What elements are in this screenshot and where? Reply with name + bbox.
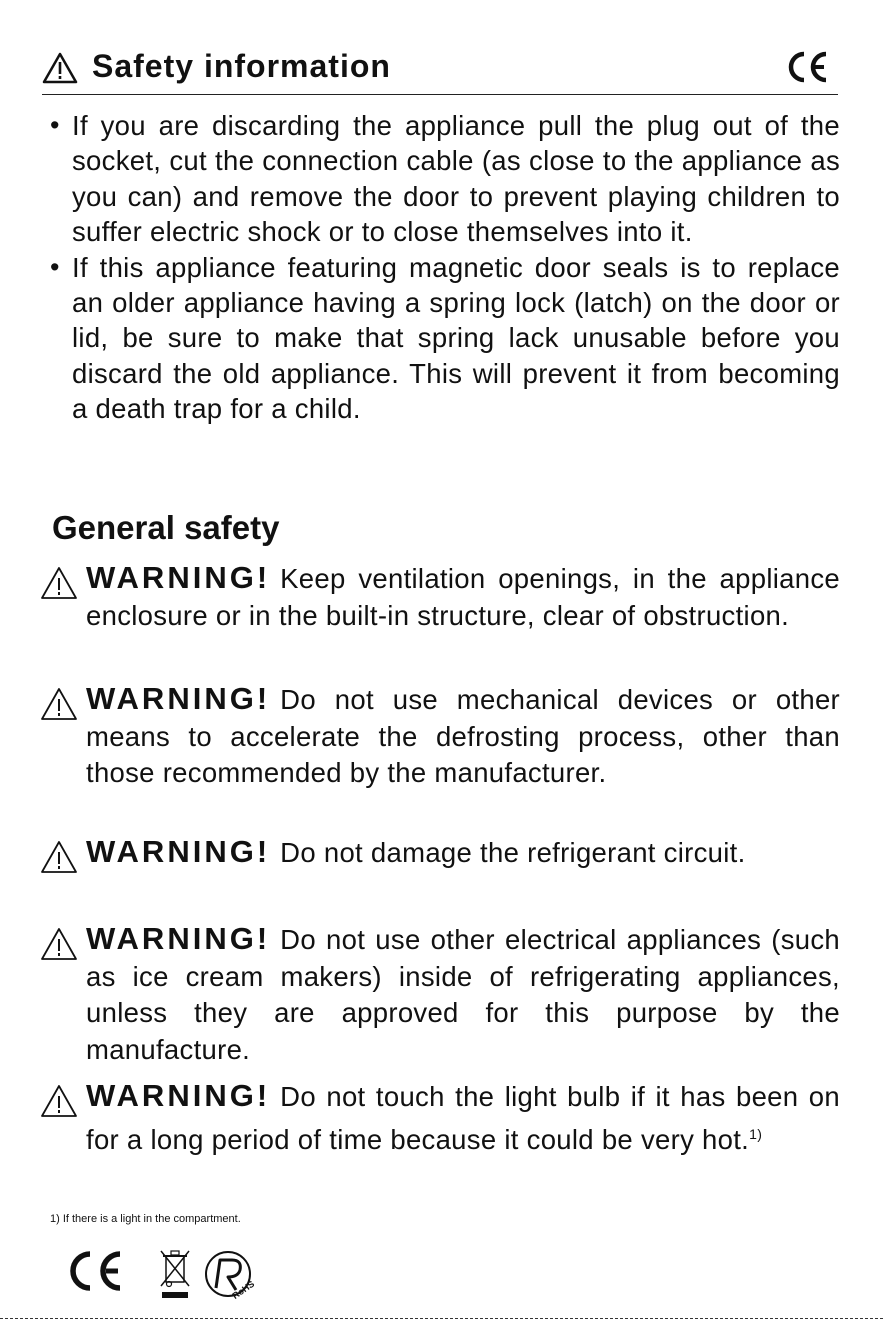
warning-block bbox=[40, 921, 840, 1068]
warning-text: Do not touch the light bulb if it has been on for a long period of time because it could be very hot. bbox=[86, 1081, 840, 1155]
bullet-icon: • bbox=[50, 251, 60, 282]
warning-triangle-icon bbox=[42, 52, 78, 84]
warning-block bbox=[40, 681, 840, 792]
disposal-bullet-list bbox=[50, 108, 840, 427]
warning-keyword: WARNING! bbox=[86, 834, 271, 869]
warning-block bbox=[40, 1078, 840, 1158]
warning-triangle-icon bbox=[40, 566, 78, 600]
warning-keyword: WARNING! bbox=[86, 560, 271, 595]
page-bottom-divider bbox=[0, 1318, 883, 1319]
ce-mark-icon bbox=[784, 50, 830, 84]
warning-triangle-icon bbox=[40, 687, 78, 721]
rohs-label: RoHS bbox=[230, 1278, 257, 1302]
warning-triangle-icon bbox=[40, 927, 78, 961]
weee-bin-icon bbox=[158, 1248, 192, 1300]
warning-triangle-icon bbox=[40, 1084, 78, 1118]
warning-text: Do not damage the refrigerant circuit. bbox=[280, 837, 746, 868]
list-item bbox=[50, 250, 840, 427]
footnote: 1) If there is a light in the compartment. bbox=[50, 1213, 241, 1225]
bullet-text: If this appliance featuring magnetic door seals is to replace an older appliance having a spring lock (latch) on the door or lid, be sure to make that spring lack unusable before you discard the old appliance. This will prevent it from becoming a death trap for a child. bbox=[72, 251, 840, 425]
list-item bbox=[50, 108, 840, 250]
warning-keyword: WARNING! bbox=[86, 1078, 271, 1113]
page-header bbox=[42, 46, 838, 95]
certification-marks bbox=[68, 1246, 268, 1306]
rohs-icon bbox=[202, 1248, 258, 1302]
footnote-reference: 1) bbox=[749, 1125, 763, 1142]
warning-block bbox=[40, 834, 840, 872]
warning-text: Do not use mechanical devices or other means to accelerate the defrosting process, other than those recommended by the manufacturer. bbox=[86, 684, 840, 788]
warning-block bbox=[40, 560, 840, 634]
bullet-text: If you are discarding the appliance pull the plug out of the socket, cut the connection cable (as close to the appliance as you can) and remove the door to prevent playing children to suffer electric shock or to close themselves into it. bbox=[72, 110, 840, 248]
warning-keyword: WARNING! bbox=[86, 681, 271, 716]
bullet-icon: • bbox=[50, 110, 60, 140]
page-title: Safety information bbox=[92, 48, 391, 84]
section-title: General safety bbox=[52, 509, 280, 546]
warning-text: Keep ventilation openings, in the appliance enclosure or in the built-in structure, clear of obstruction. bbox=[86, 563, 840, 631]
warning-text: Do not use other electrical appliances (such as ice cream makers) inside of refrigerating appliances, unless they are approved for this purpose by the manufacture. bbox=[86, 924, 840, 1065]
warning-triangle-icon bbox=[40, 840, 78, 874]
warning-keyword: WARNING! bbox=[86, 921, 271, 956]
